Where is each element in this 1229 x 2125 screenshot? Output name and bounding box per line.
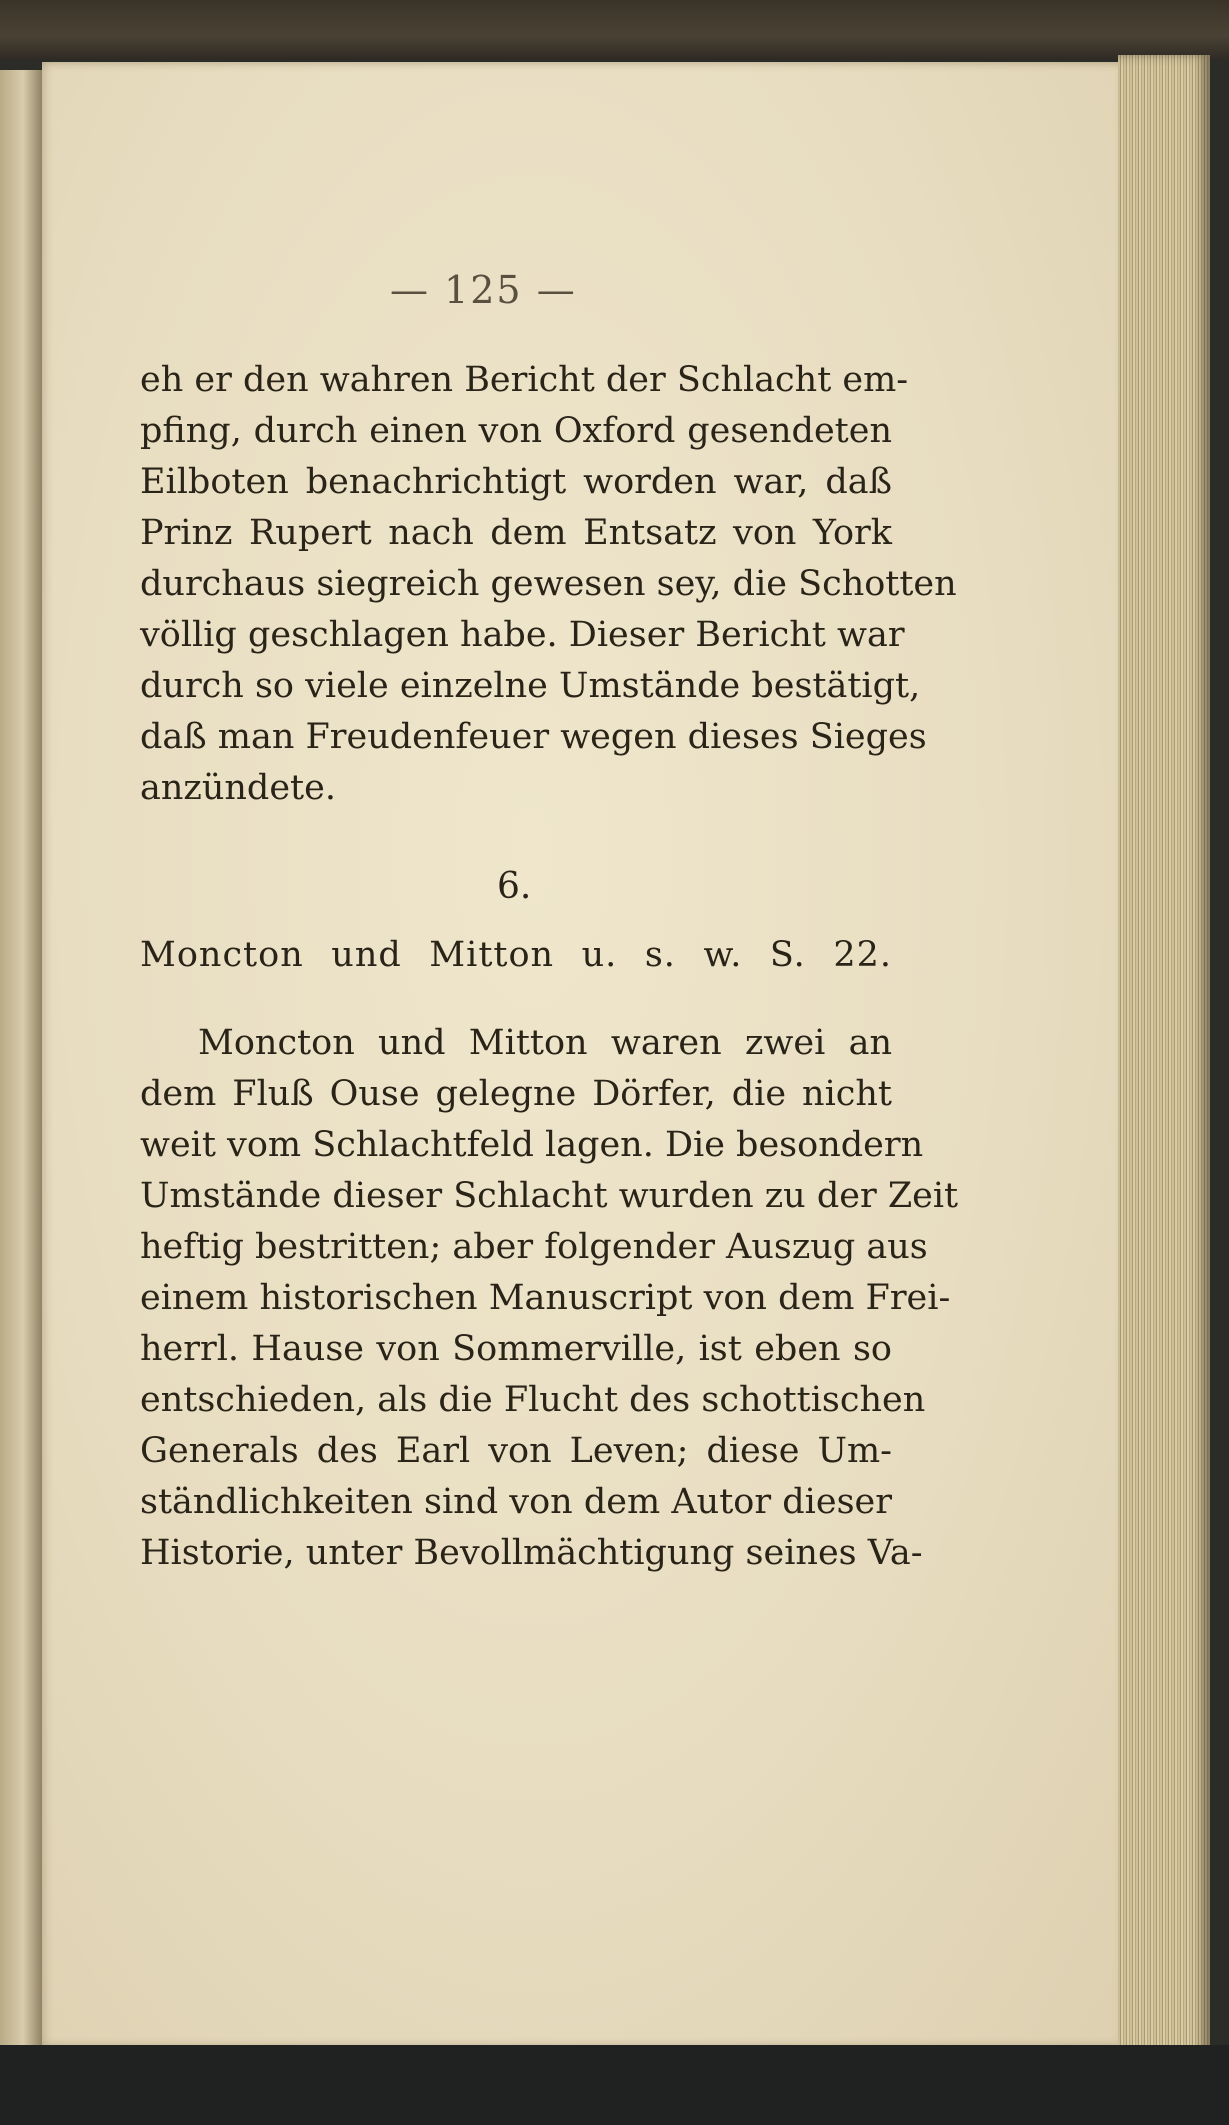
text-line: eh er den wahren Bericht der Schlacht em- (140, 360, 909, 400)
text-line: Generals des Earl von Leven; diese Um- (140, 1431, 892, 1471)
paragraph-1 (140, 355, 957, 814)
facing-page-edge (0, 70, 42, 2050)
text-line: einem historischen Manuscript von dem Frei- (140, 1278, 951, 1318)
text-line: daß man Freudenfeuer wegen dieses Sieges (140, 717, 927, 757)
paragraph-2 (140, 1018, 959, 1579)
text-line: entschieden, als die Flucht des schottischen (140, 1380, 926, 1420)
text-line: Moncton und Mitton waren zwei an (198, 1023, 892, 1063)
text-line: Prinz Rupert nach dem Entsatz von York (140, 513, 892, 553)
text-line: heftig bestritten; aber folgender Auszug aus (140, 1227, 928, 1267)
text-line: durchaus siegreich gewesen sey, die Schotten (140, 564, 957, 604)
text-line: herrl. Hause von Sommerville, ist eben so (140, 1329, 892, 1369)
text-line: Eilboten benachrichtigt worden war, daß (140, 462, 892, 502)
page-edges (1118, 55, 1210, 2055)
page-header: — 125 — (390, 268, 577, 312)
text-line: ständlichkeiten sind von dem Autor dieser (140, 1482, 892, 1522)
text-line: Historie, unter Bevollmächtigung seines Va- (140, 1533, 923, 1573)
text-line: Umstände dieser Schlacht wurden zu der Zeit (140, 1176, 959, 1216)
text-line: völlig geschlagen habe. Dieser Bericht war (140, 615, 905, 655)
text-line: pfing, durch einen von Oxford gesendeten (140, 411, 892, 451)
text-line: durch so viele einzelne Umstände bestätigt, (140, 666, 921, 706)
text-line: dem Fluß Ouse gelegne Dörfer, die nicht (140, 1074, 892, 1114)
section-number: 6. (497, 866, 532, 907)
text-line: weit vom Schlachtfeld lagen. Die besondern (140, 1125, 924, 1165)
text-line: anzündete. (140, 768, 336, 808)
book-cover-bottom (0, 2045, 1229, 2125)
book-cover-top (0, 0, 1229, 60)
section-title: Moncton und Mitton u. s. w. S. 22. (140, 935, 892, 975)
